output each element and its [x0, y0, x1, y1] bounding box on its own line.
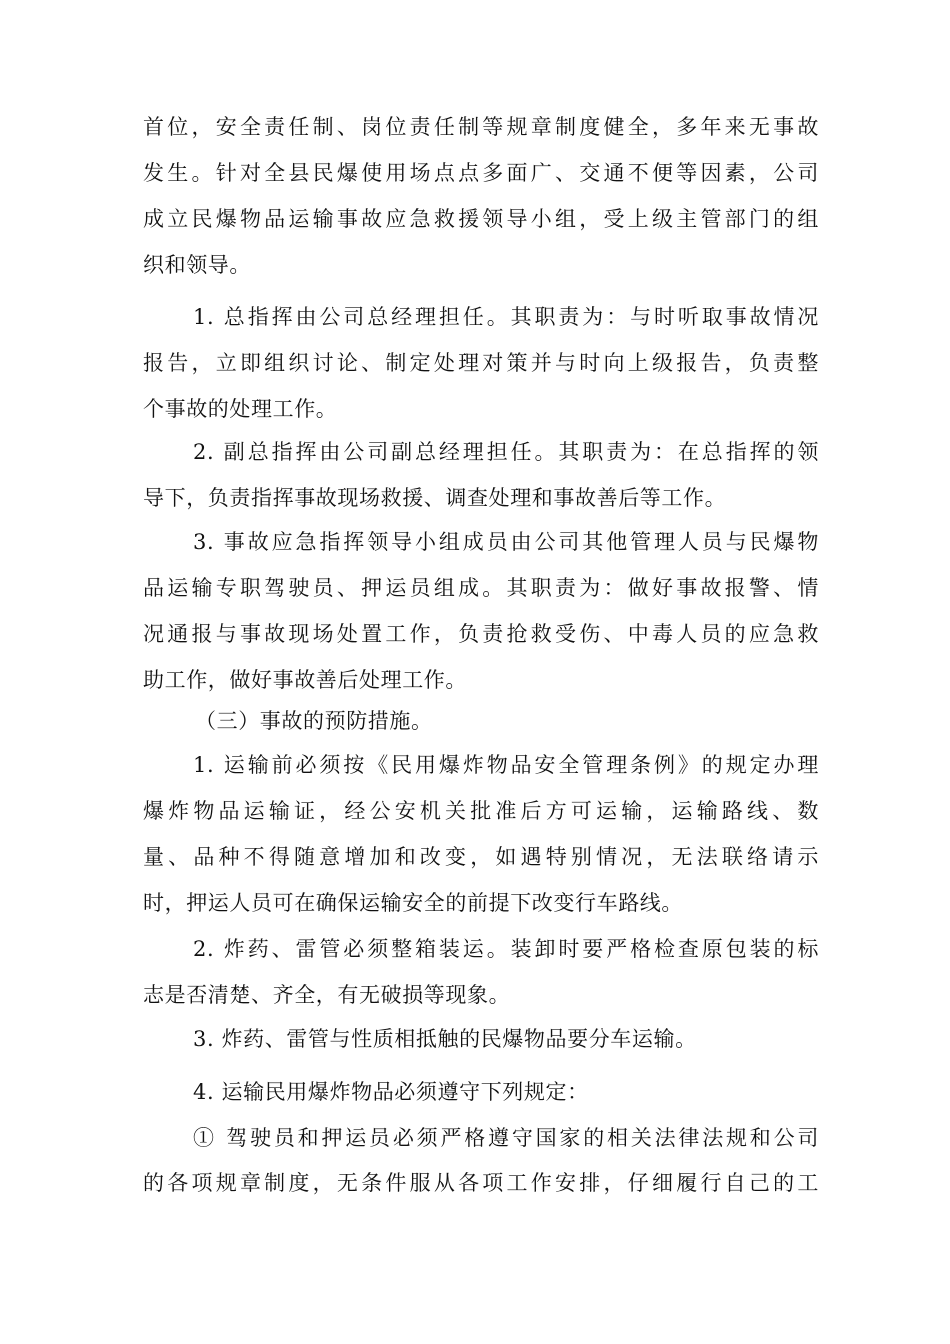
text-line: 首位，安全责任制、岗位责任制等规章制度健全，多年来无事故 — [143, 115, 819, 139]
section-heading: （三）事故的预防措施。 — [195, 709, 433, 733]
text-line: 个事故的处理工作。 — [143, 397, 338, 421]
text-line: 志是否清楚、齐全，有无破损等现象。 — [143, 983, 511, 1007]
text-line: 2. 副总指挥由公司副总经理担任。其职责为：在总指挥的领 — [193, 440, 819, 464]
text-line: 1. 总指挥由公司总经理担任。其职责为：与时听取事故情况 — [193, 305, 819, 329]
text-line: 发生。针对全县民爆使用场点点多面广、交通不便等因素，公司 — [143, 161, 819, 185]
text-line: 4. 运输民用爆炸物品必须遵守下列规定： — [193, 1080, 589, 1104]
text-line: 3. 事故应急指挥领导小组成员由公司其他管理人员与民爆物 — [193, 530, 819, 554]
text-line: 1. 运输前必须按《民用爆炸物品安全管理条例》的规定办理 — [193, 753, 819, 777]
text-line: 时，押运人员可在确保运输安全的前提下改变行车路线。 — [143, 891, 683, 915]
text-line: 助工作，做好事故善后处理工作。 — [143, 668, 467, 692]
text-line: 的各项规章制度，无条件服从各项工作安排，仔细履行自己的工 — [143, 1171, 819, 1195]
text-line: 报告，立即组织讨论、制定处理对策并与时向上级报告，负责整 — [143, 351, 819, 375]
text-line: 况通报与事故现场处置工作，负责抢救受伤、中毒人员的应急救 — [143, 622, 819, 646]
text-line: ① 驾驶员和押运员必须严格遵守国家的相关法律法规和公司 — [193, 1126, 819, 1150]
text-line: 导下，负责指挥事故现场救援、调查处理和事故善后等工作。 — [143, 486, 727, 510]
text-line: 品运输专职驾驶员、押运员组成。其职责为：做好事故报警、情 — [143, 576, 819, 600]
text-line: 爆炸物品运输证，经公安机关批准后方可运输，运输路线、数 — [143, 799, 819, 823]
text-line: 量、品种不得随意增加和改变，如遇特别情况，无法联络请示 — [143, 845, 819, 869]
text-line: 织和领导。 — [143, 253, 251, 277]
text-line: 成立民爆物品运输事故应急救援领导小组，受上级主管部门的组 — [143, 207, 819, 231]
text-line: 3. 炸药、雷管与性质相抵触的民爆物品要分车运输。 — [193, 1027, 697, 1051]
text-line: 2. 炸药、雷管必须整箱装运。装卸时要严格检查原包装的标 — [193, 937, 819, 961]
